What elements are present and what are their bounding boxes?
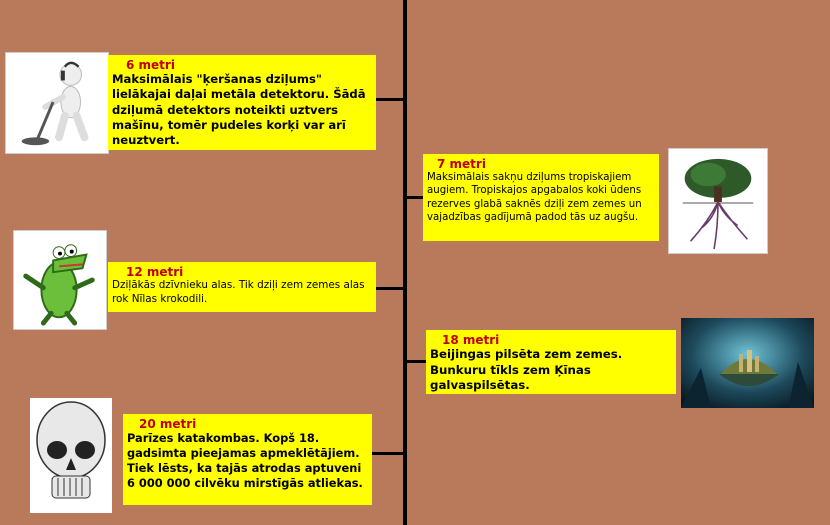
entry-18m [426, 330, 676, 394]
entry-6m [108, 55, 376, 150]
tick-20m [372, 452, 404, 455]
entry-description: Maksimālais sakņu dziļums tropiskajiem augiem. Tropiskajos apgabalos koki ūdens rezerves glabā saknēs dziļi zem zemes un vajadzības gadījumā padod tās uz augšu. [427, 172, 642, 224]
tick-6m [376, 98, 404, 101]
entry-description: Parīzes katakombas. Kopš 18. gadsimta pieejamas apmeklētājiem. Tiek lēsts, ka tajās atrodas aptuveni 6 000 000 cilvēku mirstīgās atliekas. [127, 431, 363, 491]
crocodile-image [13, 230, 107, 330]
depth-label: 6 metri [126, 58, 175, 72]
depth-label: 20 metri [139, 417, 197, 431]
entry-7m [423, 154, 659, 241]
timeline-axis [403, 0, 407, 525]
entry-description: Maksimālais "ķeršanas dziļums" lielākajai daļai metāla detektoru. Šādā dziļumā detektors noteikti uztvers mašīnu, tomēr pudeles korķi var arī neuztvert. [112, 72, 366, 148]
depth-label: 18 metri [442, 333, 500, 347]
depth-label: 12 metri [126, 265, 184, 279]
entry-description: Dziļākās dzīvnieku alas. Tik dziļi zem zemes alas rok Nīlas krokodili. [112, 279, 365, 305]
depth-label: 7 metri [437, 157, 486, 171]
tick-7m [406, 196, 424, 199]
tree-roots-image [668, 148, 768, 254]
entry-description: Beijingas pilsēta zem zemes. Bunkuru tīkls zem Ķīnas galvaspilsētas. [430, 347, 623, 393]
entry-20m [123, 414, 372, 505]
metal-detector-image [5, 52, 109, 154]
tick-12m [376, 287, 404, 290]
tick-18m [406, 360, 428, 363]
floating-city-image [681, 318, 814, 408]
skull-image [30, 398, 112, 513]
entry-12m [108, 262, 376, 312]
